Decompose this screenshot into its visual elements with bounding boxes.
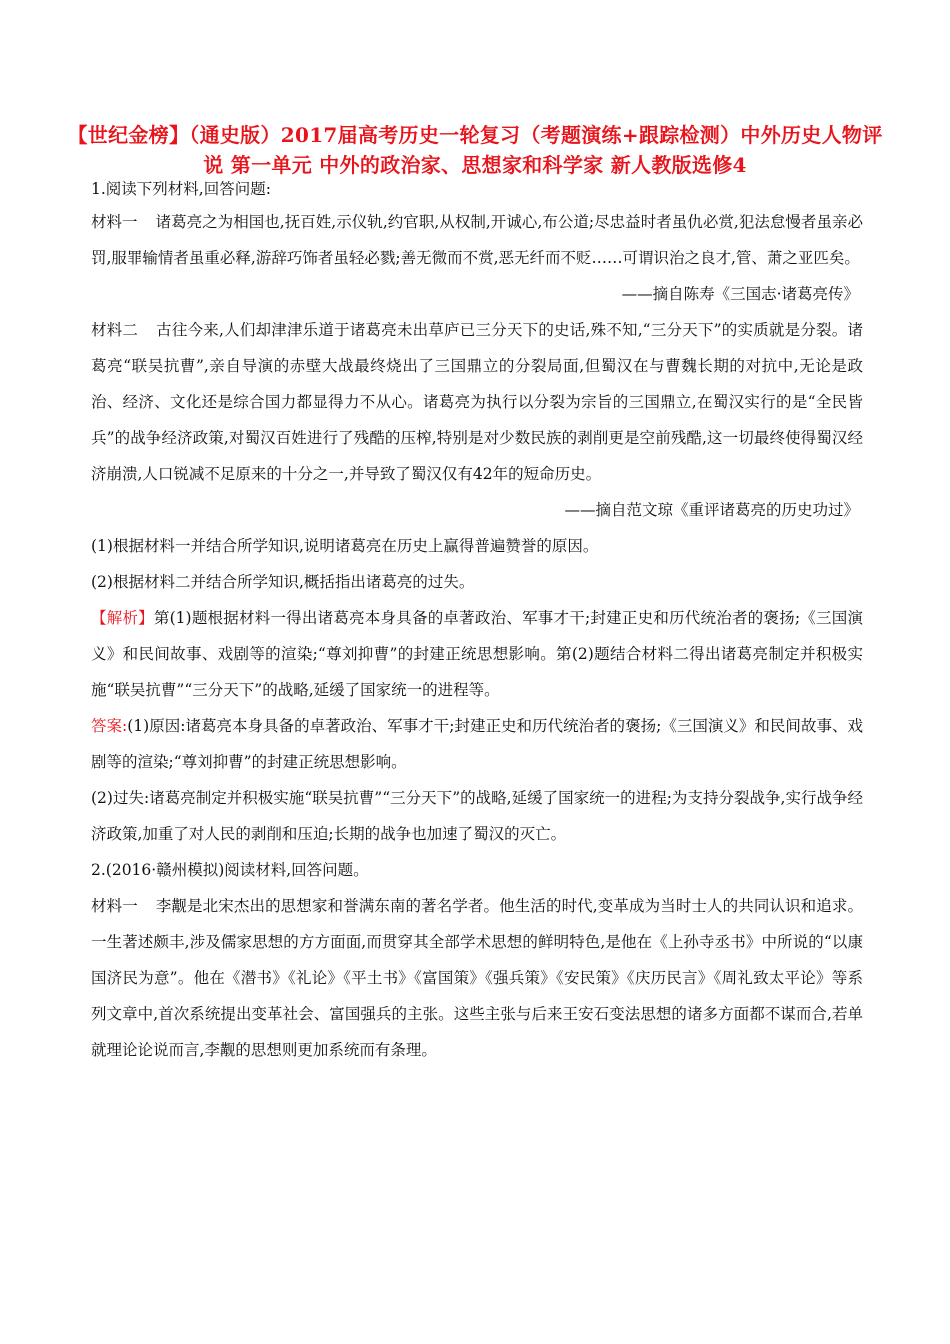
q1-analysis bbox=[91, 600, 863, 708]
document-body bbox=[91, 174, 863, 1068]
q1-material-1-label: 材料一 bbox=[91, 213, 138, 231]
q1-material-2-source: ——摘自范文琼《重评诸葛亮的历史功过》 bbox=[564, 501, 859, 519]
q1-material-1-source: ——摘自陈寿《三国志·诸葛亮传》 bbox=[621, 285, 859, 303]
q1-material-2 bbox=[91, 312, 863, 492]
question-2-heading: 2.(2016·赣州模拟)阅读材料,回答问题。 bbox=[91, 861, 369, 879]
q1-answer-1 bbox=[91, 708, 863, 780]
answer-label: 答案: bbox=[91, 717, 128, 735]
q1-material-2-text: 古往今来,人们却津津乐道于诸葛亮未出草庐已三分天下的史话,殊不知,“三分天下”的实质就是分裂。诸葛亮“联吴抗曹”,亲自导演的赤壁大战最终烧出了三国鼎立的分裂局面,但蜀汉在与曹魏长期的对抗中,无论是政治、经济、文化还是综合国力都显得力不从心。诸葛亮为执行以分裂为宗旨的三国鼎立,在蜀汉实行的是“全民皆兵”的战争经济政策,对蜀汉百姓进行了残酷的压榨,特别是对少数民族的剥削更是空前残酷,这一切最终使得蜀汉经济崩溃,人口锐减不足原来的十分之一,并导致了蜀汉仅有42年的短命历史。 bbox=[91, 321, 863, 483]
q1-subquestion-2: (2)根据材料二并结合所学知识,概括指出诸葛亮的过失。 bbox=[91, 573, 475, 591]
q2-material-1 bbox=[91, 888, 863, 1068]
q1-subquestion-1: (1)根据材料一并结合所学知识,说明诸葛亮在历史上赢得普遍赞誉的原因。 bbox=[91, 537, 599, 555]
q1-material-1 bbox=[91, 204, 863, 276]
document-title: 【世纪金榜】（通史版）2017届高考历史一轮复习（考题演练+跟踪检测）中外历史人物评说 第一单元 中外的政治家、思想家和科学家 新人教版选修4 bbox=[67, 123, 883, 177]
analysis-label: 【解析】 bbox=[91, 609, 154, 627]
q2-material-1-label: 材料一 bbox=[91, 897, 138, 915]
q1-answer-2: (2)过失:诸葛亮制定并积极实施“联吴抗曹”“三分天下”的战略,延缓了国家统一的进程;为支持分裂战争,实行战争经济政策,加重了对人民的剥削和压迫;长期的战争也加速了蜀汉的灭亡。 bbox=[91, 789, 863, 843]
q1-material-1-text: 诸葛亮之为相国也,抚百姓,示仪轨,约官职,从权制,开诚心,布公道;尽忠益时者虽仇必赏,犯法怠慢者虽亲必罚,服罪输情者虽重必释,游辞巧饰者虽轻必戮;善无微而不赏,恶无纤而不贬……可谓识治之良才,管、萧之亚匹矣。 bbox=[91, 213, 863, 267]
q1-material-2-label: 材料二 bbox=[91, 321, 139, 339]
answer-1-text: (1)原因:诸葛亮本身具备的卓著政治、军事才干;封建正史和历代统治者的褒扬;《三国演义》和民间故事、戏剧等的渲染;“尊刘抑曹”的封建正统思想影响。 bbox=[91, 717, 863, 771]
analysis-text: 第(1)题根据材料一得出诸葛亮本身具备的卓著政治、军事才干;封建正史和历代统治者的褒扬;《三国演义》和民间故事、戏剧等的渲染;“尊刘抑曹”的封建正统思想影响。第(2)题结合材料二得出诸葛亮制定并积极实施“联吴抗曹”“三分天下”的战略,延缓了国家统一的进程等。 bbox=[91, 609, 863, 699]
q2-material-1-text: 李觏是北宋杰出的思想家和誉满东南的著名学者。他生活的时代,变革成为当时士人的共同认识和追求。一生著述颇丰,涉及儒家思想的方方面面,而贯穿其全部学术思想的鲜明特色,是他在《上孙寺丞书》中所说的“以康国济民为意”。他在《潜书》《礼论》《平土书》《富国策》《强兵策》《安民策》《庆历民言》《周礼致太平论》等系列文章中,首次系统提出变革社会、富国强兵的主张。这些主张与后来王安石变法思想的诸多方面都不谋而合,若单就理论论说而言,李觏的思想则更加系统而有条理。 bbox=[91, 897, 863, 1059]
question-1-heading: 1.阅读下列材料,回答问题: bbox=[91, 180, 271, 198]
